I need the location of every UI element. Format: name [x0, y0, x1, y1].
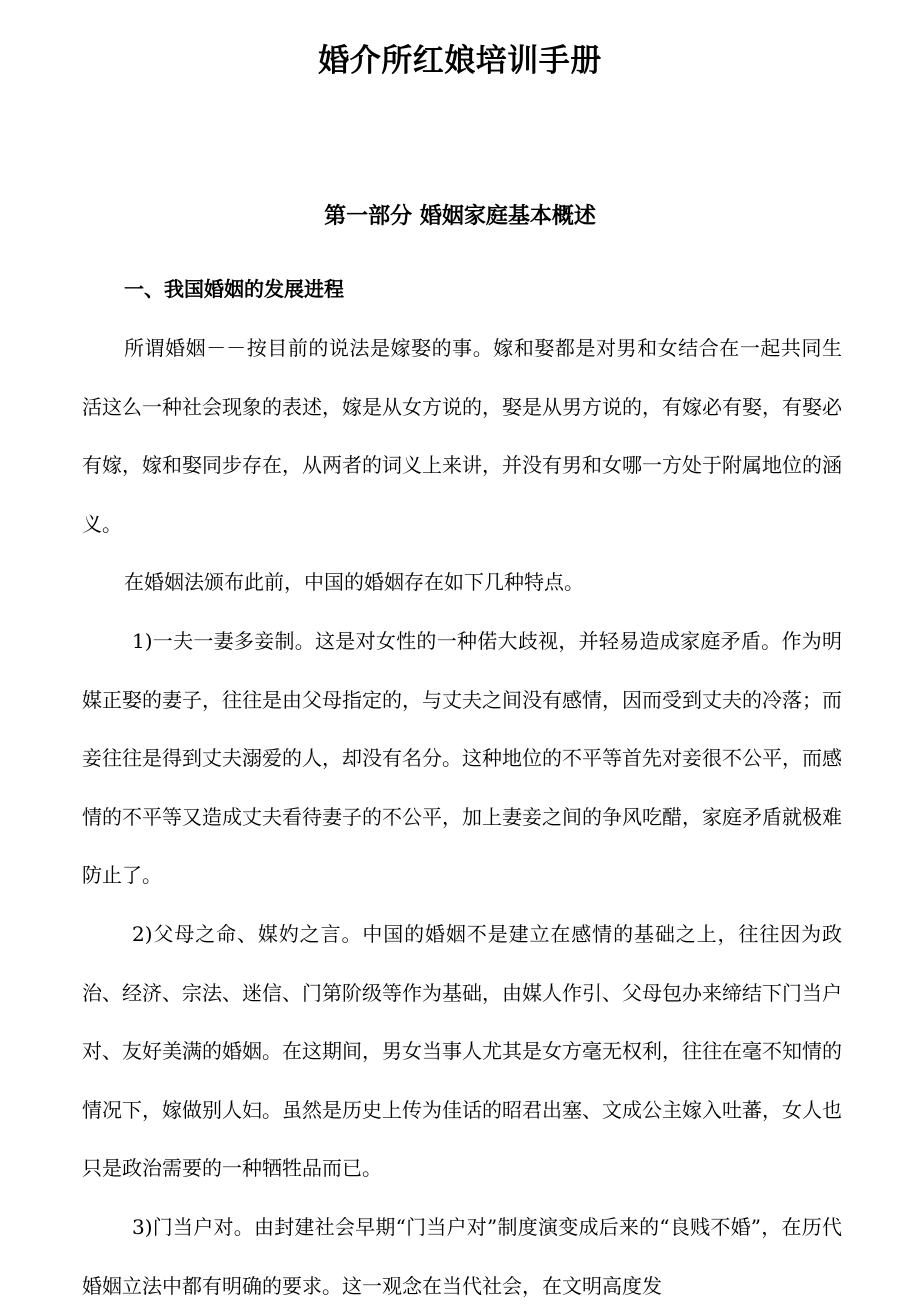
body-text	[82, 319, 842, 1315]
paragraph-features-intro: 在婚姻法颁布此前，中国的婚姻存在如下几种特点。	[124, 570, 584, 595]
document-title: 婚介所红娘培训手册	[318, 43, 602, 79]
part-title: 第一部分 婚姻家庭基本概述	[324, 204, 596, 229]
paragraph-item-3: 3)门当户对。由封建社会早期“门当户对”制度演变成后来的“良贱不婚”，在历代婚姻立法中都有明确的要求。这一观念在当代社会，在文明高度发	[82, 1214, 842, 1298]
section-title: 一、我国婚姻的发展进程	[124, 277, 344, 301]
paragraph-intro: 所谓婚姻－－按目前的说法是嫁娶的事。嫁和娶都是对男和女结合在一起共同生活这么一种社会现象的表述，嫁是从女方说的，娶是从男方说的，有嫁必有娶，有娶必有嫁，嫁和娶同步存在，从两者的词义上来讲，并没有男和女哪一方处于附属地位的涵义。	[82, 336, 842, 536]
paragraph-item-1: 1)一夫一妻多妾制。这是对女性的一种偌大歧视，并轻易造成家庭矛盾。作为明媒正娶的妻子，往往是由父母指定的，与丈夫之间没有感情，因而受到丈夫的冷落；而妾往往是得到丈夫溺爱的人，却没有名分。这种地位的不平等首先对妾很不公平，而感情的不平等又造成丈夫看待妻子的不公平，加上妻妾之间的争风吃醋，家庭矛盾就极难防止了。	[82, 628, 842, 888]
paragraph-item-2: 2)父母之命、媒妁之言。中国的婚姻不是建立在感情的基础之上，往往因为政治、经济、宗法、迷信、门第阶级等作为基础，由媒人作引、父母包办来缔结下门当户对、友好美满的婚姻。在这期间，男女当事人尤其是女方毫无权利，往往在毫不知情的情况下，嫁做别人妇。虽然是历史上传为佳话的昭君出塞、文成公主嫁入吐蕃，女人也只是政治需要的一种牺牲品而已。	[82, 921, 842, 1181]
